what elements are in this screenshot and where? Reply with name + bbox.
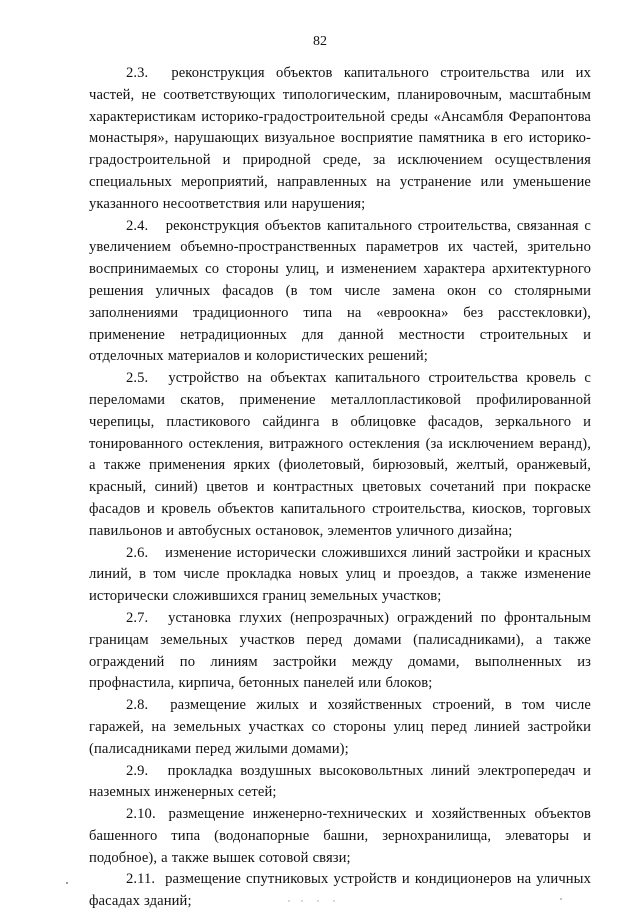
- item-number: 2.6.: [126, 544, 149, 561]
- scan-specks: [0, 870, 640, 905]
- list-item: [89, 368, 591, 542]
- scan-speck: [301, 900, 302, 901]
- item-number: 2.9.: [126, 762, 149, 779]
- item-text: устройство на объектах капитального строительства кровель с переломами скатов, применение металлопластиковой профилированной черепицы, пластикового сайдинга в облицовке фасадов, зеркального и тонированного остекления, витражного остекления (за исключением веранд), а также применения ярких (фиолетовый, бирюзовый, желтый, оранжевый, красный, синий) цветов и контрастных цветовых сочетаний при покраске фасадов и кровель объектов капитального строительства, киосков, торговых павильонов и автобусных остановок, элементов уличного дизайна;: [89, 370, 591, 539]
- item-number: 2.7.: [126, 609, 149, 626]
- document-body: [89, 63, 591, 913]
- list-item: [89, 608, 591, 695]
- scan-speck: [288, 900, 289, 901]
- scan-speck: [66, 882, 68, 884]
- list-item: [89, 804, 591, 869]
- item-text: размещение спутниковых устройств и кондиционеров на уличных фасадах зданий;: [89, 871, 591, 910]
- item-number: 2.8.: [126, 697, 149, 714]
- page-number: 82: [313, 34, 327, 49]
- list-item: [89, 695, 591, 760]
- list-item: [89, 63, 591, 216]
- scan-speck: [560, 898, 561, 899]
- item-text: прокладка воздушных высоковольтных линий электропередач и наземных инженерных сетей;: [89, 762, 591, 801]
- item-text: изменение исторически сложившихся линий застройки и красных линий, в том числе прокладка новых улиц и проездов, а также изменение исторически сложившихся границ земельных участков;: [89, 544, 591, 605]
- scan-speck: [317, 900, 318, 901]
- item-text: реконструкция объектов капитального строительства или их частей, не соответствующих типологическим, планировочным, масштабным характеристикам историко-градостроительной среды «Ансамбля Ферапонтова монастыря», нарушающих визуальное восприятие памятника в его историко-градостроительной и природной среде, за исключением осуществления специальных мероприятий, направленных на устранение или уменьшение указанного несоответствия или нарушения;: [89, 65, 591, 212]
- item-number: 2.10.: [126, 806, 156, 823]
- item-number: 2.11.: [126, 871, 156, 888]
- item-text: реконструкция объектов капитального строительства, связанная с увеличением объемно-пространственных параметров их частей, зрительно воспринимаемых со стороны улиц, и изменением характера архитектурного решения уличных фасадов (в том числе замена окон со столярными заполнениями традиционного типа на «евроокна» без расстекловки), применение нетрадиционных для данной местности строительных и отделочных материалов и колористических решений;: [89, 217, 591, 365]
- item-number: 2.3.: [126, 65, 149, 81]
- scan-speck: [333, 900, 334, 901]
- list-item: [89, 216, 591, 369]
- item-number: 2.5.: [126, 370, 149, 387]
- item-text: размещение жилых и хозяйственных строений, в том числе гаражей, на земельных участках со стороны улиц перед линией застройки (палисадниками перед жилыми домами);: [89, 697, 591, 757]
- item-number: 2.4.: [126, 217, 149, 234]
- list-item: [89, 543, 591, 608]
- item-text: установка глухих (непрозрачных) ограждений по фронтальным границам земельных участков перед домами (палисадниками), а также ограждений по линиям застройки между домами, выполненных из профнастила, кирпича, бетонных панелей или блоков;: [89, 609, 591, 692]
- list-item: [89, 761, 591, 805]
- item-text: размещение инженерно-технических и хозяйственных объектов башенного типа (водонапорные башни, зернохранилища, элеваторы и подобное), а также вышек сотовой связи;: [89, 806, 591, 866]
